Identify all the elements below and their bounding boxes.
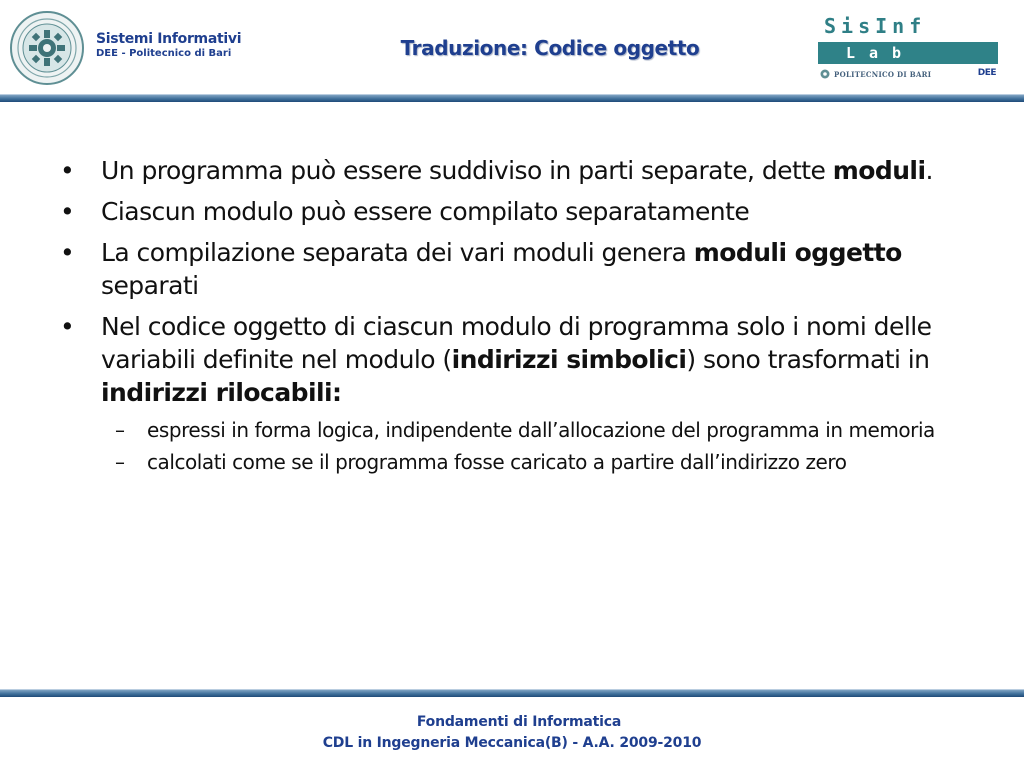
sisinf-logo-text: SisInf xyxy=(824,14,927,38)
politecnico-label: POLITECNICO DI BARI xyxy=(834,70,932,79)
bullet-item xyxy=(60,310,970,409)
sub-bullet-item xyxy=(60,417,970,443)
bullet-text: La compilazione separata dei vari moduli genera xyxy=(101,238,694,267)
footer-course: Fondamenti di Informatica xyxy=(416,714,622,730)
politecnico-seal-logo xyxy=(9,10,85,86)
bullet-dot: • xyxy=(60,312,75,341)
dee-label: DEE xyxy=(977,68,996,78)
lab-logo-footer xyxy=(818,68,998,82)
bullet-item xyxy=(60,195,970,228)
sub-bullet-text: calcolati come se il programma fosse caricato a partire dall’indirizzo zero xyxy=(147,450,847,474)
bullet-dot: • xyxy=(60,197,75,226)
sub-bullet-item xyxy=(60,449,970,475)
bullet-bold-text: indirizzi rilocabili: xyxy=(101,378,342,407)
bullet-dot: • xyxy=(60,238,75,267)
lab-logo-bar: Lab xyxy=(818,42,998,64)
slide-content xyxy=(60,154,970,481)
footer-divider xyxy=(0,689,1024,697)
bullet-item xyxy=(60,236,970,302)
bullet-bold-text: moduli oggetto xyxy=(693,238,902,267)
sisinf-lab-logo xyxy=(818,14,998,84)
org-subtitle: DEE - Politecnico di Bari xyxy=(96,48,232,59)
sub-bullet-text: espressi in forma logica, indipendente dall’allocazione del programma in memoria xyxy=(147,418,935,442)
org-block xyxy=(96,31,241,60)
bullet-text: Ciascun modulo può essere compilato separatamente xyxy=(101,197,750,226)
header-divider xyxy=(0,94,1024,102)
slide-footer xyxy=(0,712,1024,754)
bullet-bold-text: indirizzi simbolici xyxy=(451,345,687,374)
bullet-item xyxy=(60,154,970,187)
bullet-bold-text: moduli xyxy=(832,156,926,185)
sub-bullet-dash: – xyxy=(115,450,125,474)
bullet-dot: • xyxy=(60,156,75,185)
footer-program: CDL in Ingegneria Meccanica(B) - A.A. 2009-2010 xyxy=(322,735,702,751)
bullet-text: . xyxy=(925,156,933,185)
bullet-text: separati xyxy=(101,271,199,300)
bullet-text: ) sono trasformati in xyxy=(686,345,930,374)
org-name: Sistemi Informativi xyxy=(96,31,242,47)
bullet-text: Un programma può essere suddiviso in parti separate, dette xyxy=(101,156,833,185)
bullet-text: Nel codice oggetto di ciascun modulo di programma solo i nomi delle variabili definite nel modulo ( xyxy=(101,312,932,374)
gear-icon xyxy=(820,69,830,79)
sub-bullet-dash: – xyxy=(115,418,125,442)
slide-title: Traduzione: Codice oggetto xyxy=(400,36,700,60)
